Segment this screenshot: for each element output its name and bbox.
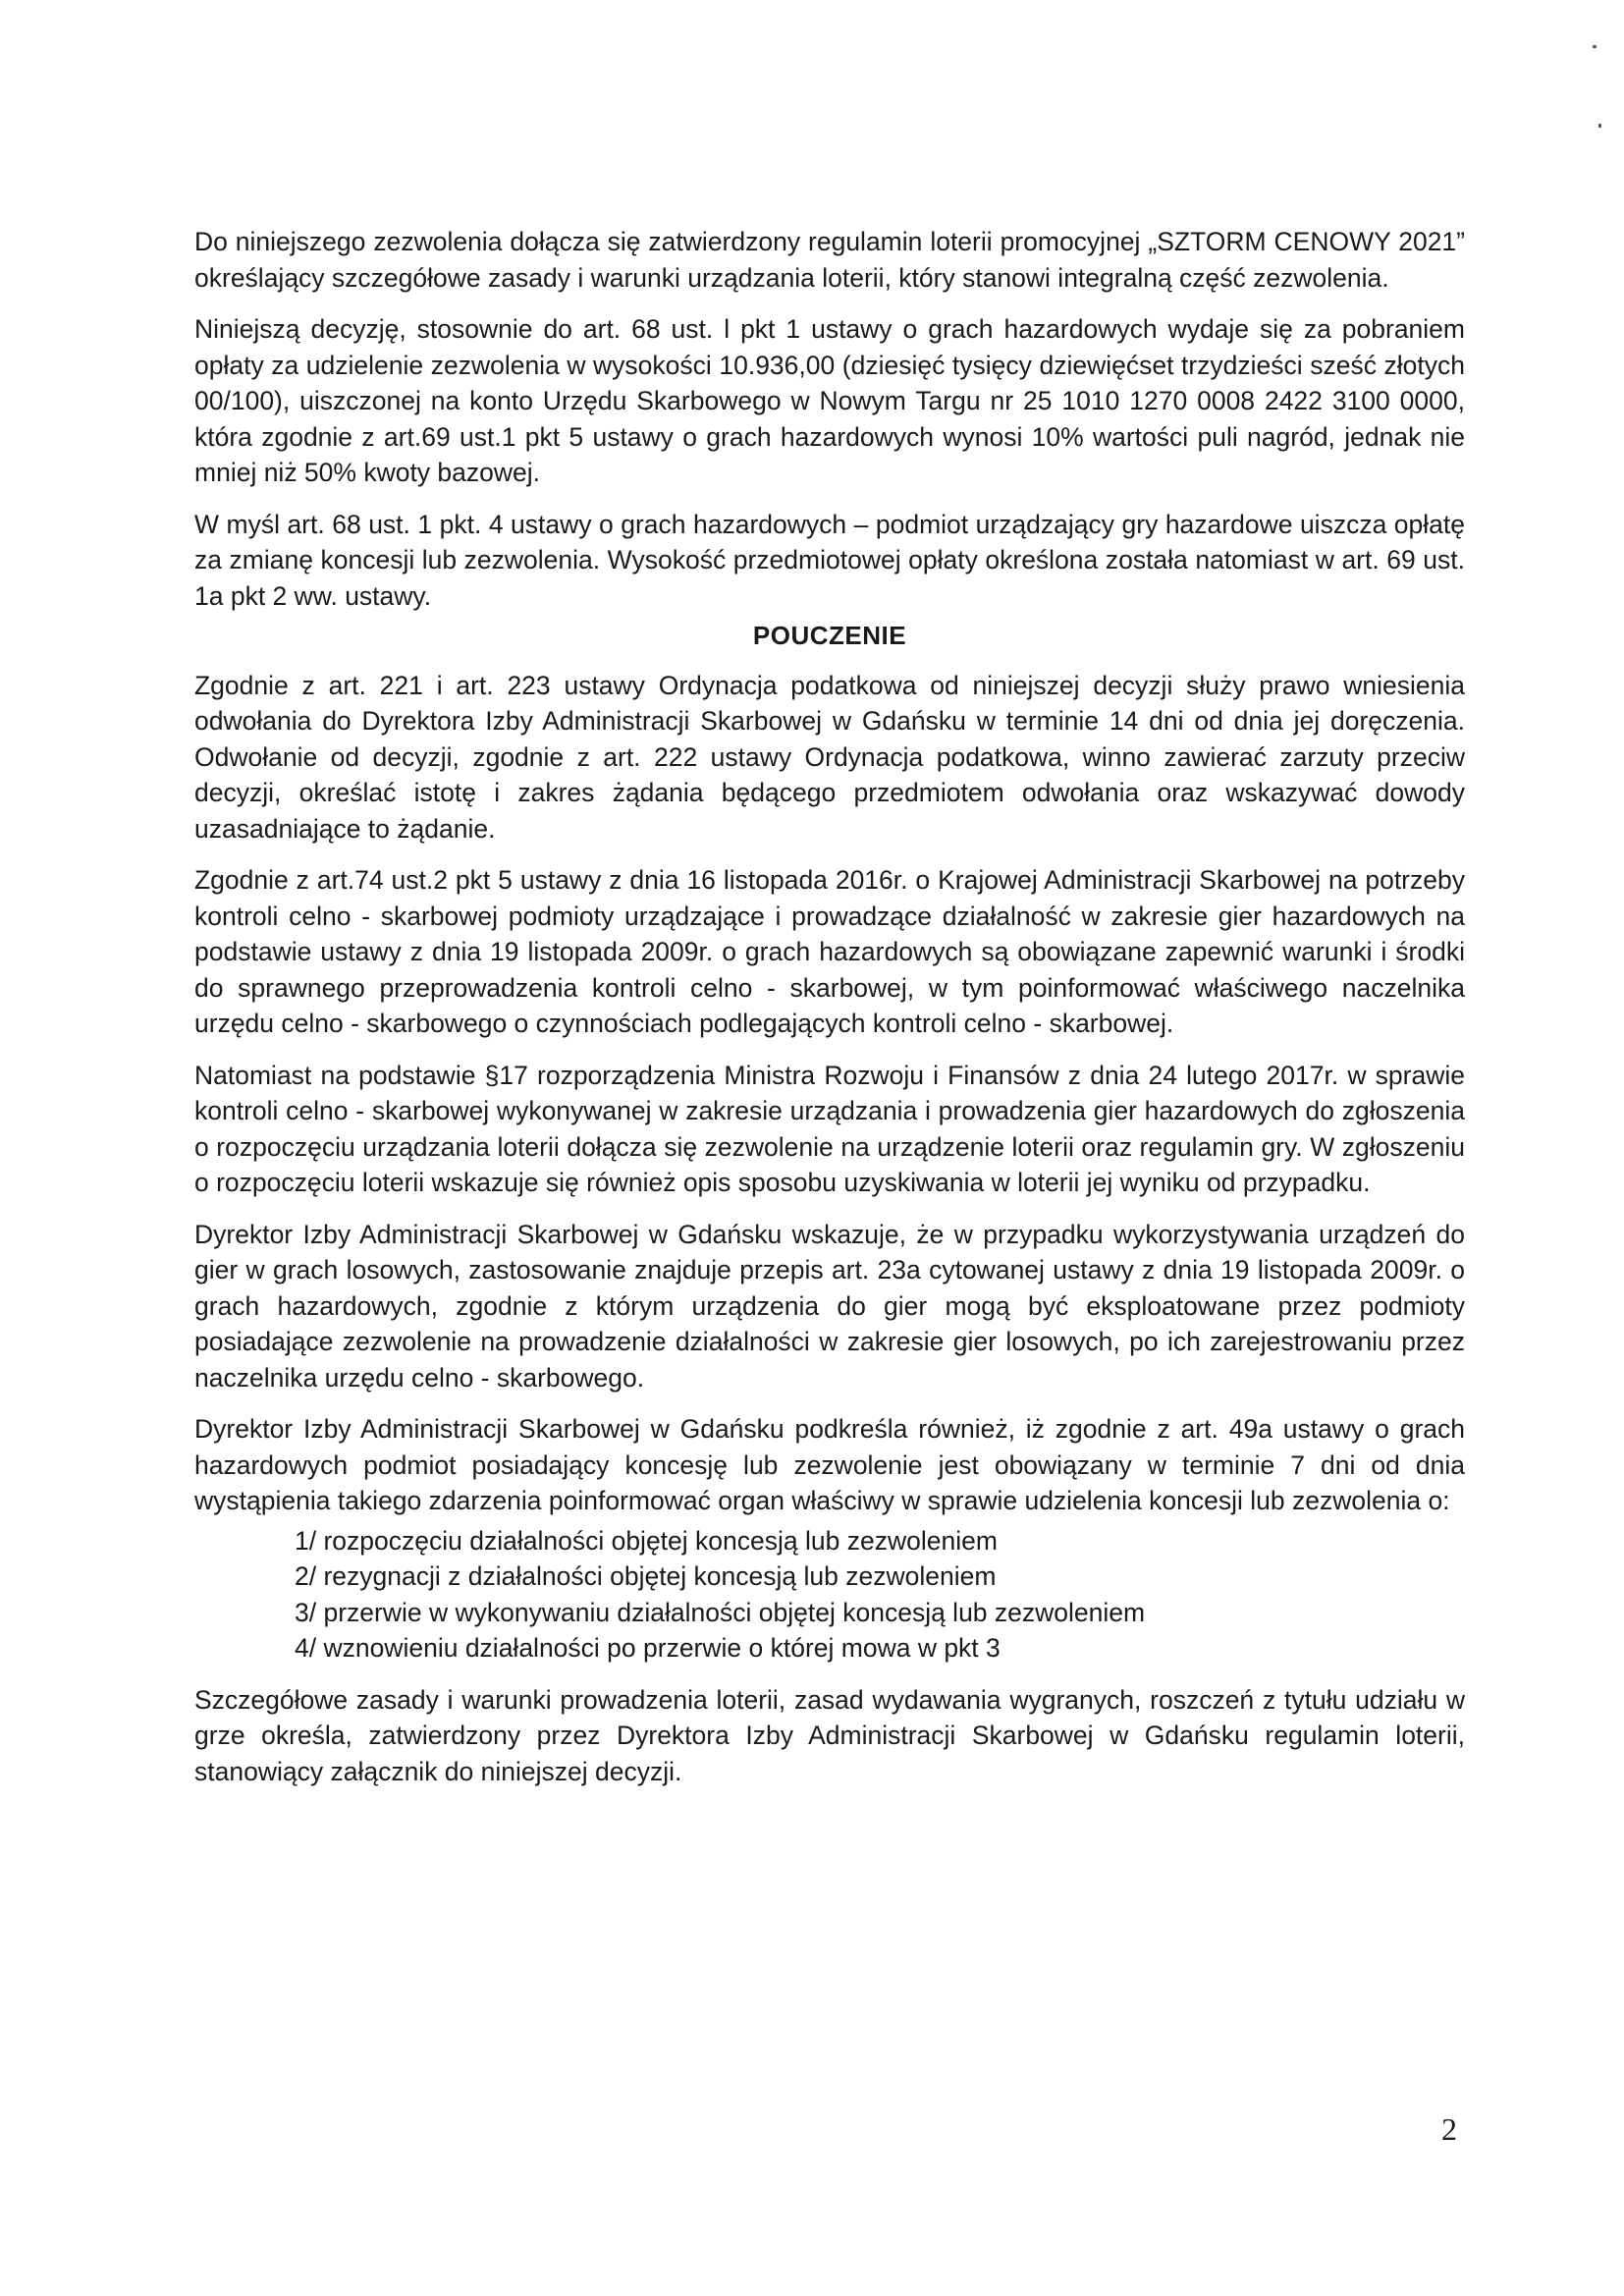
obligations-list (194, 1523, 1465, 1667)
page-number: 2 (1441, 2111, 1457, 2147)
list-item: 4/ wznowieniu działalności po przerwie o której mowa w pkt 3 (295, 1633, 1001, 1663)
paragraph-oplata: Niniejszą decyzję, stosownie do art. 68 ust. l pkt 1 ustawy o grach hazardowych wydaje się za pobraniem opłaty za udzielenie zezwolenia w wysokości 10.936,00 (dziesięć tysięcy dziewięćset trzydzieści sześć złotych 00/100), uiszczonej na konto Urzędu Skarbowego w Nowym Targu nr 25 1010 1270 0008 2422 3100 0000, która zgodnie z art.69 ust.1 pkt 5 ustawy o grach hazardowych wynosi 10% wartości puli nagród, jednak nie mniej niż 50% kwoty bazowej. (194, 314, 1465, 487)
paragraph-regulamin: Do niniejszego zezwolenia dołącza się zatwierdzony regulamin loterii promocyjnej „SZTORM CENOWY 2021” określający szczegółowe zasady i warunki urządzania loterii, który stanowi integralną część zezwolenia. (194, 227, 1465, 293)
document-body (194, 224, 1465, 1805)
paragraph-zasady-loterii: Szczegółowe zasady i warunki prowadzenia loterii, zasad wydawania wygranych, roszczeń z tytułu udziału w grze określa, zatwierdzony przez Dyrektora Izby Administracji Skarbowej w Gdańsku regulamin loterii, stanowiący załącznik do niniejszej decyzji. (194, 1684, 1465, 1786)
paragraph-obowiazek-informowania: Dyrektor Izby Administracji Skarbowej w Gdańsku podkreśla również, iż zgodnie z art. 49a ustawy o grach hazardowych podmiot posiadający koncesję lub zezwolenie jest obowiązany w terminie 7 dni od dnia wystąpienia takiego zdarzenia poinformować organ właściwy w sprawie udzielenia koncesji lub zezwolenia o: (194, 1414, 1465, 1515)
paragraph-rozporzadzenie: Natomiast na podstawie §17 rozporządzenia Ministra Rozwoju i Finansów z dnia 24 lutego 2017r. w sprawie kontroli celno - skarbowej wykonywanej w zakresie urządzania i prowadzenia gier hazardowych do zgłoszenia o rozpoczęciu urządzania loterii dołącza się zezwolenie na urządzenie loterii oraz regulamin gry. W zgłoszeniu o rozpoczęciu loterii wskazuje się również opis sposobu uzyskiwania w loterii jej wyniku od przypadku. (194, 1060, 1465, 1197)
list-item: 1/ rozpoczęciu działalności objętej koncesją lub zezwoleniem (295, 1525, 998, 1556)
paragraph-urzadzenia-do-gier: Dyrektor Izby Administracji Skarbowej w Gdańsku wskazuje, że w przypadku wykorzystywania urządzeń do gier w grach losowych, zastosowanie znajduje przepis art. 23a cytowanej ustawy z dnia 19 listopada 2009r. o grach hazardowych, zgodnie z którym urządzenia do gier mogą być eksploatowane przez podmioty posiadające zezwolenie na prowadzenie działalności w zakresie gier losowych, po ich zarejestrowaniu przez naczelnika urzędu celno - skarbowego. (194, 1219, 1465, 1393)
scan-speck (1598, 124, 1601, 128)
scan-speck (1593, 45, 1597, 48)
paragraph-kontrola-kas: Zgodnie z art.74 ust.2 pkt 5 ustawy z dnia 16 listopada 2016r. o Krajowej Administracji Skarbowej na potrzeby kontroli celno - skarbowej podmioty urządzające i prowadzące działalność w zakresie gier hazardowych na podstawie ustawy z dnia 19 listopada 2009r. o grach hazardowych są obowiązane zapewnić warunki i środki do sprawnego przeprowadzenia kontroli celno - skarbowej, w tym poinformować właściwego naczelnika urzędu celno - skarbowego o czynnościach podlegających kontroli celno - skarbowej. (194, 865, 1465, 1038)
section-heading-pouczenie: POUCZENIE (752, 621, 907, 650)
paragraph-zmiana-koncesji: W myśl art. 68 ust. 1 pkt. 4 ustawy o grach hazardowych – podmiot urządzający gry hazardowe uiszcza opłatę za zmianę koncesji lub zezwolenia. Wysokość przedmiotowej opłaty określona została natomiast w art. 69 ust. 1a pkt 2 ww. ustawy. (194, 509, 1465, 611)
list-item: 3/ przerwie w wykonywaniu działalności objętej koncesją lub zezwoleniem (295, 1597, 1146, 1627)
list-item: 2/ rezygnacji z działalności objętej koncesją lub zezwoleniem (295, 1561, 997, 1591)
paragraph-odwolanie: Zgodnie z art. 221 i art. 223 ustawy Ordynacja podatkowa od niniejszej decyzji służy prawo wniesienia odwołania do Dyrektora Izby Administracji Skarbowej w Gdańsku w terminie 14 dni od dnia jej doręczenia. Odwołanie od decyzji, zgodnie z art. 222 ustawy Ordynacja podatkowa, winno zawierać zarzuty przeciw decyzji, określać istotę i zakres żądania będącego przedmiotem odwołania oraz wskazywać dowody uzasadniające to żądanie. (194, 670, 1465, 844)
